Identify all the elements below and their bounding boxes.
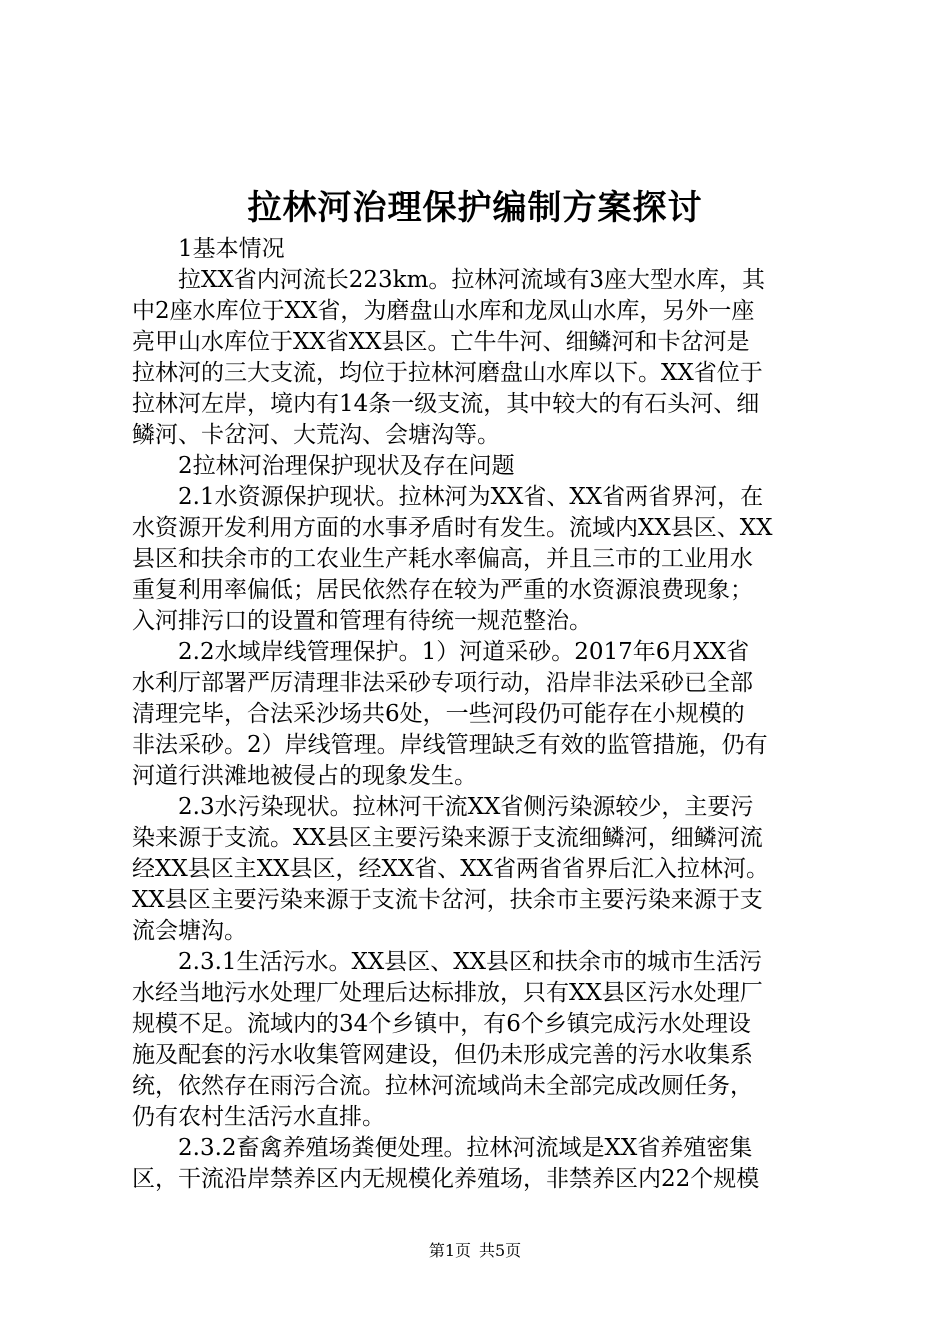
paragraph-line: 拉林河的三大支流，均位于拉林河磨盘山水库以下。XX省位于 xyxy=(132,360,763,386)
paragraph-line: 2.3水污染现状。拉林河干流XX省侧污染源较少，主要污 xyxy=(178,794,754,820)
paragraph-line: 经XX县区主XX县区，经XX省、XX省两省省界后汇入拉林河。 xyxy=(132,856,769,882)
document-body xyxy=(132,234,832,1195)
document-title: 拉林河治理保护编制方案探讨 xyxy=(247,188,703,228)
paragraph-line: 非法采砂。2）岸线管理。岸线管理缺乏有效的监管措施，仍有 xyxy=(132,732,768,758)
paragraph-line: 统，依然存在雨污合流。拉林河流域尚未全部完成改厕任务， xyxy=(132,1073,753,1099)
page-footer xyxy=(0,1241,950,1261)
paragraph-line: 2.3.1生活污水。XX县区、XX县区和扶余市的城市生活污 xyxy=(178,949,763,975)
page-number: 第1页 xyxy=(428,1241,471,1260)
paragraph-line: 2.1水资源保护现状。拉林河为XX省、XX省两省界河，在 xyxy=(178,484,764,510)
paragraph-line: 鳞河、卡岔河、大荒沟、会塘沟等。 xyxy=(132,422,500,448)
paragraph-line: 施及配套的污水收集管网建设，但仍未形成完善的污水收集系 xyxy=(132,1042,753,1068)
paragraph-line: 亮甲山水库位于XX省XX县区。亡牛牛河、细鳞河和卡岔河是 xyxy=(132,329,750,355)
paragraph-line: 拉XX省内河流长223km。拉林河流域有3座大型水库，其 xyxy=(178,267,766,293)
paragraph-line: 2.3.2畜禽养殖场粪便处理。拉林河流域是XX省养殖密集 xyxy=(178,1135,753,1161)
paragraph-line: 重复利用率偏低；居民依然存在较为严重的水资源浪费现象； xyxy=(132,577,753,603)
paragraph-line: 水经当地污水处理厂处理后达标排放，只有XX县区污水处理厂 xyxy=(132,980,763,1006)
paragraph-line: XX县区主要污染来源于支流卡岔河，扶余市主要污染来源于支 xyxy=(132,887,763,913)
paragraph-line: 仍有农村生活污水直排。 xyxy=(132,1104,385,1130)
section-heading: 1基本情况 xyxy=(178,236,285,262)
paragraph-line: 染来源于支流。XX县区主要污染来源于支流细鳞河，细鳞河流 xyxy=(132,825,763,851)
paragraph-line: 县区和扶余市的工农业生产耗水率偏高，并且三市的工业用水 xyxy=(132,546,753,572)
paragraph-line: 中2座水库位于XX省，为磨盘山水库和龙凤山水库，另外一座 xyxy=(132,298,755,324)
paragraph-line: 规模不足。流域内的34个乡镇中，有6个乡镇完成污水处理设 xyxy=(132,1011,751,1037)
paragraph-line: 河道行洪滩地被侵占的现象发生。 xyxy=(132,763,477,789)
page-total: 共5页 xyxy=(479,1241,522,1260)
paragraph-line: 入河排污口的设置和管理有待统一规范整治。 xyxy=(132,608,592,634)
section-heading: 2拉林河治理保护现状及存在问题 xyxy=(178,453,515,479)
paragraph-line: 水资源开发利用方面的水事矛盾时有发生。流域内XX县区、XX xyxy=(132,515,773,541)
paragraph-line: 水利厅部署严厉清理非法采砂专项行动，沿岸非法采砂已全部 xyxy=(132,670,753,696)
paragraph-line: 清理完毕，合法采沙场共6处，一些河段仍可能存在小规模的 xyxy=(132,701,745,727)
paragraph-line: 2.2水域岸线管理保护。1）河道采砂。2017年6月XX省 xyxy=(178,639,750,665)
paragraph-line: 拉林河左岸，境内有14条一级支流，其中较大的有石头河、细 xyxy=(132,391,760,417)
paragraph-line: 区，干流沿岸禁养区内无规模化养殖场，非禁养区内22个规模 xyxy=(132,1166,760,1192)
paragraph-line: 流会塘沟。 xyxy=(132,918,247,944)
